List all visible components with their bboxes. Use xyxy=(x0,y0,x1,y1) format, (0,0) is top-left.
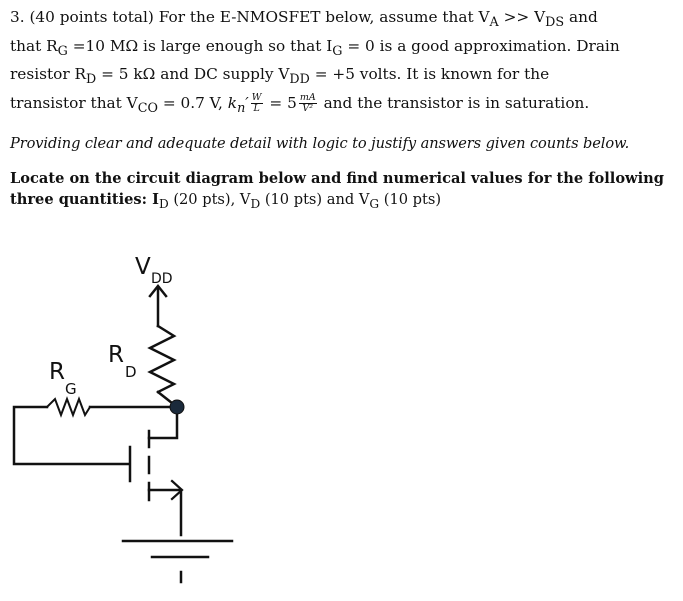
vdd-label: V xyxy=(135,254,151,280)
l-denominator: L xyxy=(253,103,260,115)
rd-label: R xyxy=(108,342,124,368)
vg-subscript: G xyxy=(369,197,380,212)
problem-line1-b: >> V xyxy=(498,8,546,26)
drain-node-dot xyxy=(170,400,184,414)
problem-line2-b: =10 MΩ is large enough so that I xyxy=(67,36,333,55)
problem-line1-c: and xyxy=(564,8,598,26)
problem-line4-b: = 0.7 V, xyxy=(157,93,228,112)
problem-line3-c: = +5 volts. It is known for the xyxy=(309,65,550,84)
problem-line4-c: and the transistor is in saturation. xyxy=(318,93,590,112)
drain-resistor xyxy=(150,326,174,392)
k-subscript: n xyxy=(237,100,246,116)
va-subscript: A xyxy=(489,15,499,31)
unit-denominator: V² xyxy=(302,103,314,115)
task-line2-a: three quantities: I xyxy=(10,191,159,209)
rg-label: R xyxy=(49,359,65,385)
task-line2-c: (10 pts) and V xyxy=(260,191,370,209)
vd-subscript: D xyxy=(250,197,261,212)
unit-numerator: mA xyxy=(299,92,316,104)
task-line2-d: (10 pts) xyxy=(379,191,442,209)
source-lead xyxy=(149,490,181,535)
problem-line3-b: = 5 kΩ and DC supply V xyxy=(96,65,290,84)
task-line1: Locate on the circuit diagram below and find numerical values for the following xyxy=(10,169,664,187)
vdd-label-subscript: DD xyxy=(151,271,173,287)
gate-wire xyxy=(14,407,128,464)
instructions-text: Providing clear and adequate detail with logic to justify answers given counts below. xyxy=(10,135,630,153)
equals-five: = 5 xyxy=(264,93,297,112)
rg-label-subscript: G xyxy=(65,380,77,398)
task-line2-b: (20 pts), V xyxy=(168,191,251,209)
vds-subscript: DS xyxy=(545,15,565,31)
k-symbol: k xyxy=(227,93,238,112)
gate-resistor xyxy=(47,399,90,415)
rd-label-subscript: D xyxy=(125,363,137,381)
problem-line2-c: = 0 is a good approximation. Drain xyxy=(342,36,620,55)
vdd-subscript: DD xyxy=(289,72,310,88)
w-numerator: W xyxy=(251,92,262,104)
rd-subscript: D xyxy=(86,72,97,88)
problem-line4-a: transistor that V xyxy=(10,93,138,112)
problem-line2-a: that R xyxy=(10,36,58,55)
rg-subscript: G xyxy=(57,43,68,59)
vco-subscript: CO xyxy=(137,100,158,116)
problem-line1-a: 3. (40 points total) For the E-NMOSFET below, assume that V xyxy=(10,8,490,26)
ig-subscript: G xyxy=(332,43,343,59)
k-prime: ′ xyxy=(245,93,249,112)
id-subscript: D xyxy=(158,197,169,212)
problem-line3-a: resistor R xyxy=(10,65,87,84)
